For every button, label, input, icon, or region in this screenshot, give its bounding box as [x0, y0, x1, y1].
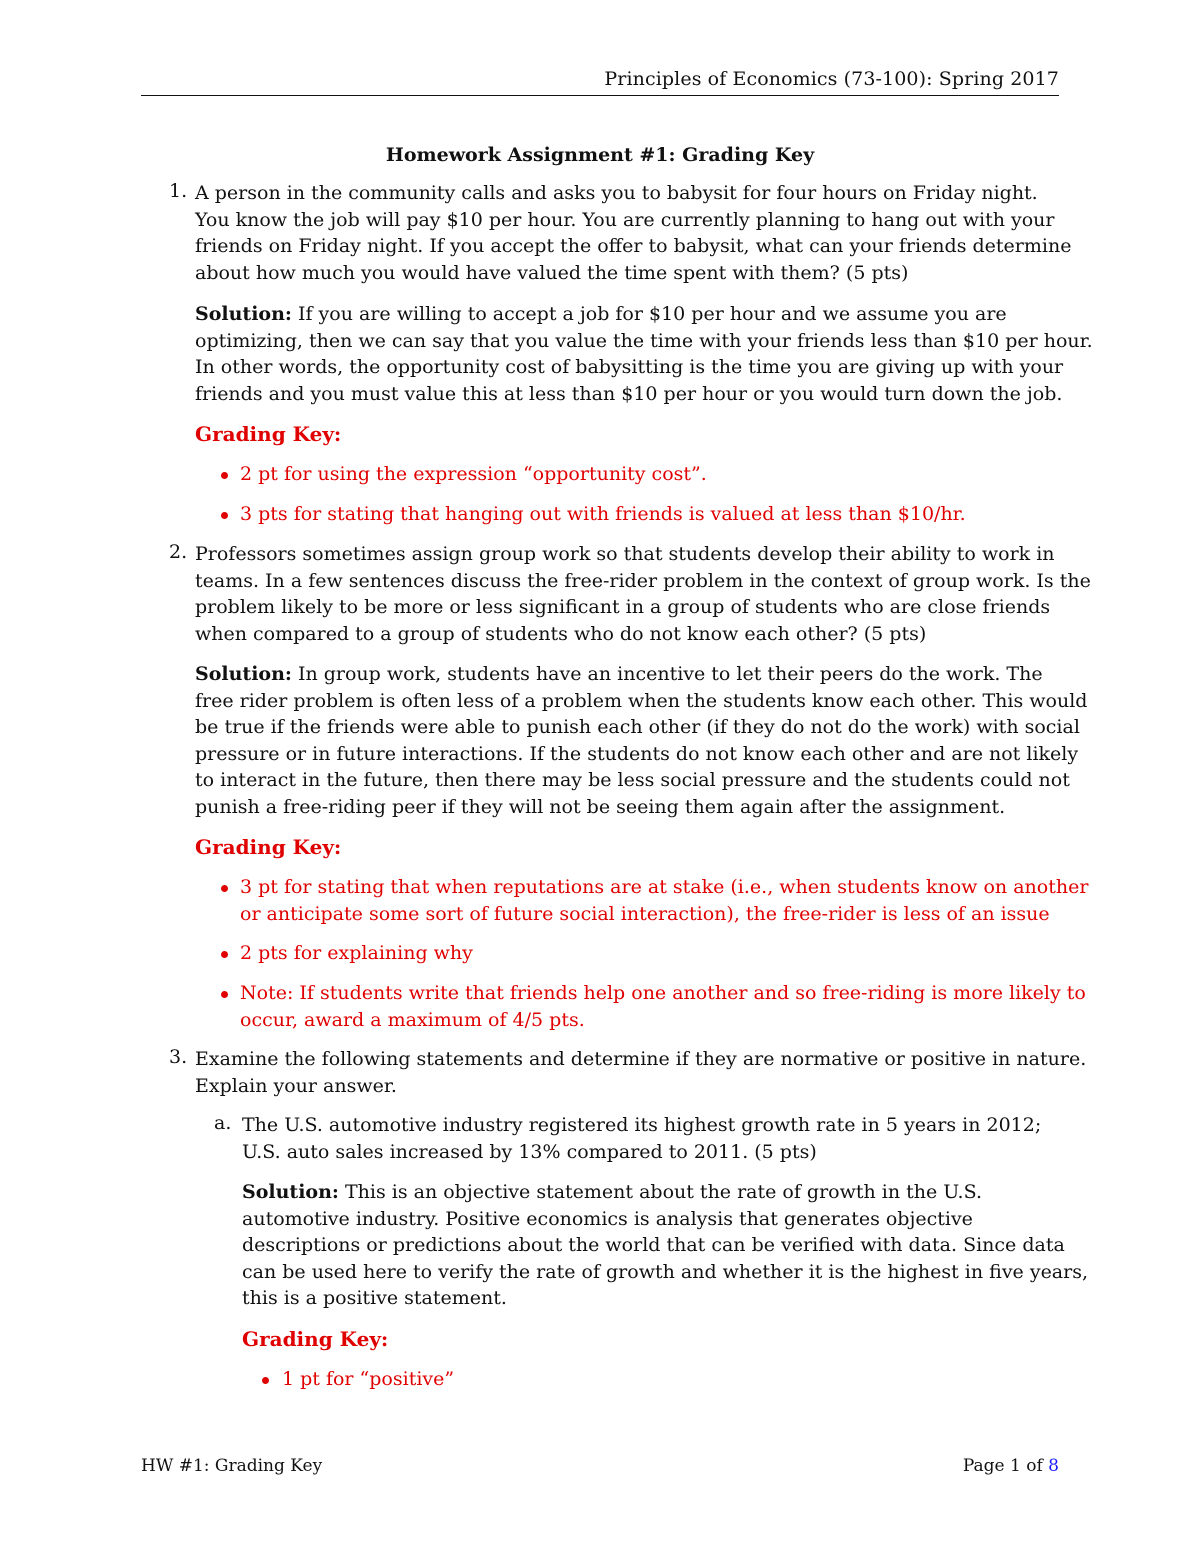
prompt-line: teams. In a few sentences discuss the free-rider problem in the context of group work. Is the [195, 569, 1091, 592]
solution-line: pressure or in future interactions. If the students do not know each other and are not likely [195, 742, 1079, 765]
solution-line: automotive industry. Positive economics is analysis that generates objective [242, 1207, 973, 1230]
question-number: 3. [169, 1046, 188, 1068]
question-prompt [195, 1046, 1086, 1099]
prompt-line: Professors sometimes assign group work so that students develop their ability to work in [195, 543, 1055, 565]
header-rule [141, 95, 1059, 96]
prompt-line: U.S. auto sales increased by 13% compared to 2011. (5 pts) [242, 1140, 817, 1163]
prompt-line: friends on Friday night. If you accept the offer to babysit, what can your friends determine [195, 235, 1072, 257]
solution-label: Solution: [195, 663, 292, 685]
page-number: Page 1 of 8 [962, 1456, 1059, 1476]
solution-line: optimizing, then we can say that you value the time with your friends less than $10 per hour. [195, 329, 1093, 352]
grading-key-heading: Grading Key: [242, 1327, 389, 1351]
bullet-icon [221, 472, 228, 479]
solution-label: Solution: [242, 1181, 339, 1203]
prompt-line: when compared to a group of students who do not know each other? (5 pts) [195, 622, 927, 645]
prompt-line: A person in the community calls and asks you to babysit for four hours on Friday night. [195, 182, 1038, 204]
grading-item: 2 pt for using the expression “opportunity cost”. [240, 463, 707, 485]
bullet-icon [221, 512, 228, 519]
bullet-icon [221, 885, 228, 892]
prompt-line: The U.S. automotive industry registered its highest growth rate in 5 years in 2012; [242, 1114, 1042, 1136]
total-pages-link[interactable]: 8 [1048, 1456, 1059, 1476]
solution-line: to interact in the future, then there may be less social pressure and the students could not [195, 769, 1070, 791]
grading-item: 3 pt for stating that when reputations are at stake (i.e., when students know on another or anticipate some sort of future social interaction), the free-rider is less of an issue [240, 876, 1089, 925]
solution [195, 301, 1093, 407]
solution-line: punish a free-riding peer if they will not be seeing them again after the assignment. [195, 795, 1006, 818]
bullet-icon [262, 1377, 269, 1384]
solution [195, 661, 1087, 820]
solution-line: can be used here to verify the rate of growth and whether it is the highest in five years, [242, 1260, 1089, 1283]
prompt-line: You know the job will pay $10 per hour. You are currently planning to hang out with your [195, 208, 1055, 231]
question-number: 1. [169, 180, 188, 202]
grading-key-heading: Grading Key: [195, 835, 342, 859]
grading-item: 1 pt for “positive” [282, 1368, 455, 1390]
solution-line: friends and you must value this at less than $10 per hour or you would turn down the job. [195, 382, 1063, 405]
grading-key-heading: Grading Key: [195, 422, 342, 446]
solution-line: This is an objective statement about the rate of growth in the U.S. [344, 1181, 982, 1203]
bullet-icon [221, 991, 228, 998]
solution-line: free rider problem is often less of a problem when the students know each other. This would [195, 689, 1088, 712]
question-number: 2. [169, 541, 188, 563]
solution [242, 1179, 1088, 1312]
bullet-icon [221, 951, 228, 958]
solution-line: this is a positive statement. [242, 1287, 507, 1309]
solution-line: If you are willing to accept a job for $10 per hour and we assume you are [297, 303, 1007, 325]
grading-item: 3 pts for stating that hanging out with friends is valued at less than $10/hr. [240, 503, 966, 525]
prompt-line: problem likely to be more or less significant in a group of students who are close friends [195, 596, 1051, 618]
question-prompt [195, 180, 1071, 286]
solution-line: be true if the friends were able to punish each other (if they do not do the work) with social [195, 716, 1080, 738]
prompt-line: Examine the following statements and determine if they are normative or positive in nature. [195, 1048, 1087, 1070]
solution-label: Solution: [195, 303, 292, 325]
grading-item: Note: If students write that friends help one another and so free-riding is more likely to occur, award a maximum of 4/5 pts. [240, 982, 1086, 1031]
document-title: Homework Assignment #1: Grading Key [385, 144, 815, 166]
running-header: Principles of Economics (73-100): Spring 2017 [604, 68, 1059, 90]
part-letter: a. [214, 1112, 232, 1134]
question-prompt [195, 541, 1091, 647]
prompt-line: about how much you would have valued the time spent with them? (5 pts) [195, 261, 909, 284]
running-footer: HW #1: Grading Key [141, 1456, 323, 1476]
solution-line: In other words, the opportunity cost of babysitting is the time you are giving up with your [195, 356, 1064, 378]
part-prompt [242, 1112, 1041, 1165]
solution-line: descriptions or predictions about the world that can be verified with data. Since data [242, 1234, 1065, 1256]
prompt-line: Explain your answer. [195, 1074, 397, 1097]
solution-line: In group work, students have an incentive to let their peers do the work. The [297, 663, 1043, 685]
grading-item: 2 pts for explaining why [240, 942, 473, 964]
